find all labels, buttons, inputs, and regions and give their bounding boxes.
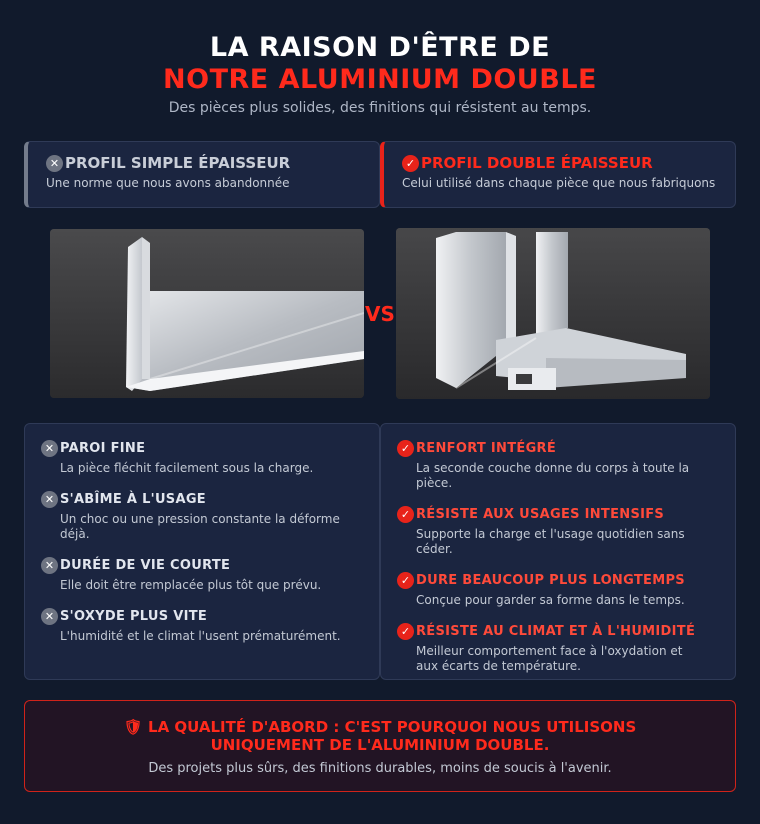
check-icon: ✓ <box>397 440 414 457</box>
list-item <box>41 440 363 476</box>
x-icon: ✕ <box>41 491 58 508</box>
vs-label: VS <box>365 302 395 326</box>
double-profile-title: PROFIL DOUBLE ÉPAISSEUR <box>421 154 653 172</box>
item-title: RÉSISTE AU CLIMAT ET À L'HUMIDITÉ <box>416 624 696 639</box>
pros-list <box>380 423 736 680</box>
item-title: S'ABÎME À L'USAGE <box>60 492 206 507</box>
item-desc: L'humidité et le climat l'usent prématurément. <box>60 629 341 643</box>
item-desc: La pièce fléchit facilement sous la charge. <box>60 461 314 475</box>
list-item <box>397 506 719 557</box>
item-desc: Supporte la charge et l'usage quotidien sans céder. <box>416 527 685 556</box>
x-icon: ✕ <box>46 155 63 172</box>
check-icon: ✓ <box>402 155 419 172</box>
banner-title: LA QUALITÉ D'ABORD : C'EST POURQUOI NOUS UTILISONS UNIQUEMENT DE L'ALUMINIUM DOUBLE. <box>148 718 637 754</box>
item-desc: Un choc ou une pression constante la déforme déjà. <box>60 512 340 541</box>
item-desc: Elle doit être remplacée plus tôt que prévu. <box>60 578 322 592</box>
x-icon: ✕ <box>41 557 58 574</box>
cons-list <box>24 423 380 680</box>
shield-icon: 🛡 <box>123 718 143 736</box>
single-profile-title: PROFIL SIMPLE ÉPAISSEUR <box>65 154 291 172</box>
double-profile-desc: Celui utilisé dans chaque pièce que nous fabriquons <box>402 176 716 190</box>
item-desc: La seconde couche donne du corps à toute la pièce. <box>416 461 690 490</box>
list-item <box>397 623 719 674</box>
x-icon: ✕ <box>41 440 58 457</box>
list-item <box>41 491 363 542</box>
banner-desc: Des projets plus sûrs, des finitions durables, moins de soucis à l'avenir. <box>148 761 612 776</box>
double-profile-photo <box>396 228 710 399</box>
check-icon: ✓ <box>397 572 414 589</box>
list-item <box>41 557 363 593</box>
list-item <box>397 440 719 491</box>
double-profile-card <box>380 141 736 208</box>
list-item <box>41 608 363 644</box>
single-profile-photo <box>50 229 364 398</box>
check-icon: ✓ <box>397 623 414 640</box>
item-desc: Meilleur comportement face à l'oxydation et aux écarts de température. <box>416 644 683 673</box>
item-title: RENFORT INTÉGRÉ <box>416 441 557 456</box>
x-icon: ✕ <box>41 608 58 625</box>
check-icon: ✓ <box>397 506 414 523</box>
page-title-line1: LA RAISON D'ÊTRE DE <box>209 32 551 63</box>
single-profile-card <box>24 141 380 208</box>
item-title: PAROI FINE <box>60 441 146 456</box>
page-title-line2: NOTRE ALUMINIUM DOUBLE <box>163 64 597 95</box>
item-title: DURE BEAUCOUP PLUS LONGTEMPS <box>416 573 685 588</box>
item-title: RÉSISTE AUX USAGES INTENSIFS <box>416 507 665 522</box>
item-title: DURÉE DE VIE COURTE <box>60 558 231 573</box>
header <box>0 0 760 116</box>
single-profile-desc: Une norme que nous avons abandonnée <box>46 176 290 190</box>
comparison-header <box>24 141 736 208</box>
page-subtitle: Des pièces plus solides, des finitions qui résistent au temps. <box>168 100 592 116</box>
list-item <box>397 572 719 608</box>
item-title: S'OXYDE PLUS VITE <box>60 609 208 624</box>
item-desc: Conçue pour garder sa forme dans le temps. <box>416 593 685 607</box>
quality-banner <box>24 700 736 792</box>
